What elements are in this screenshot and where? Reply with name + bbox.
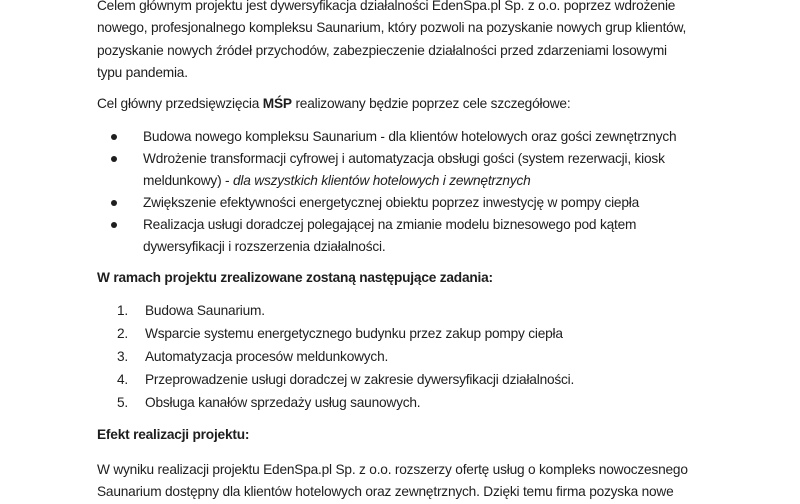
list-item-text: Wdrożenie transformacji cyfrowej i automatyzacja obsługi gości (system rezerwacji, kiosk (143, 151, 665, 167)
bullet-marker-icon (111, 134, 117, 140)
list-item (97, 322, 715, 345)
list-item-text: Zwiększenie efektywności energetycznej obiektu poprzez inwestycję w pompy ciepła (143, 195, 640, 211)
list-item-body (143, 126, 715, 148)
list-item-text: Obsługa kanałów sprzedaży usług saunowych. (145, 395, 421, 411)
list-item-number: 3. (117, 349, 129, 365)
list-item-number: 4. (117, 372, 129, 388)
list-item (97, 192, 715, 214)
bullet-marker-icon (111, 222, 117, 228)
result-paragraph (97, 459, 715, 504)
bullet-marker-icon (111, 156, 117, 162)
paragraph-line: nowego, profesjonalnego kompleksu Saunarium, który pozwoli na pozyskanie nowych grup klientów, (97, 20, 687, 36)
tasks-list (97, 299, 715, 414)
list-item-text: Realizacja usługi doradczej polegającej na zmianie modelu biznesowego pod kątem (143, 217, 637, 233)
list-item (97, 126, 715, 148)
objectives-list (97, 126, 715, 258)
list-item-text: Budowa Saunarium. (145, 303, 265, 319)
intro-paragraph (97, 0, 715, 85)
list-item-body (143, 192, 715, 214)
list-item-text: Budowa nowego kompleksu Saunarium - dla klientów hotelowych oraz gości zewnętrznych (143, 129, 677, 145)
list-item (97, 148, 715, 192)
paragraph-line: Celem głównym projektu jest dywersyfikacja działalności EdenSpa.pl Sp. z o.o. poprzez wdrożenie (97, 0, 676, 13)
list-item-text-italic: dla wszystkich klientów hotelowych i zewnętrznych (233, 173, 531, 189)
list-item-body (143, 214, 715, 258)
list-item-number: 2. (117, 326, 129, 342)
list-item-body (143, 148, 715, 192)
list-item-text: Automatyzacja procesów meldunkowych. (145, 349, 389, 365)
list-item-text (143, 170, 715, 192)
document-page (97, 0, 715, 504)
tasks-heading: W ramach projektu zrealizowane zostaną następujące zadania: (97, 270, 493, 286)
effect-heading: Efekt realizacji projektu: (97, 427, 250, 443)
paragraph-line: typu pandemia. (97, 65, 188, 81)
list-item-text: Przeprowadzenie usługi doradczej w zakresie dywersyfikacji działalności. (145, 372, 575, 388)
list-item-number: 1. (117, 303, 129, 319)
list-item-text: Wsparcie systemu energetycznego budynku przez zakup pompy ciepła (145, 326, 563, 342)
list-item (97, 368, 715, 391)
list-item (97, 391, 715, 414)
bullet-marker-icon (111, 200, 117, 206)
list-item-number: 5. (117, 395, 129, 411)
list-item (97, 345, 715, 368)
goals-heading-suffix: realizowany będzie poprzez cele szczegółowe: (291, 95, 571, 111)
goals-heading-prefix: Cel główny przedsięwzięcia (97, 95, 263, 111)
list-item-text: dywersyfikacji i rozszerzenia działalności. (143, 239, 386, 255)
list-item-text-regular: meldunkowy) - (143, 173, 233, 189)
paragraph-line: W wyniku realizacji projektu EdenSpa.pl Sp. z o.o. rozszerzy ofertę usług o kompleks nowoczesnego (97, 461, 688, 477)
list-item (97, 299, 715, 322)
goals-heading (97, 93, 715, 115)
paragraph-line: Saunarium dostępny dla klientów hotelowych oraz zewnętrznych. Dzięki temu firma pozyska nowe (97, 484, 674, 500)
paragraph-line: pozyskanie nowych źródeł przychodów, zabezpieczenie działalności przed zdarzeniami losowymi (97, 42, 667, 58)
list-item (97, 214, 715, 258)
goals-heading-emphasis: MŚP (262, 95, 292, 111)
